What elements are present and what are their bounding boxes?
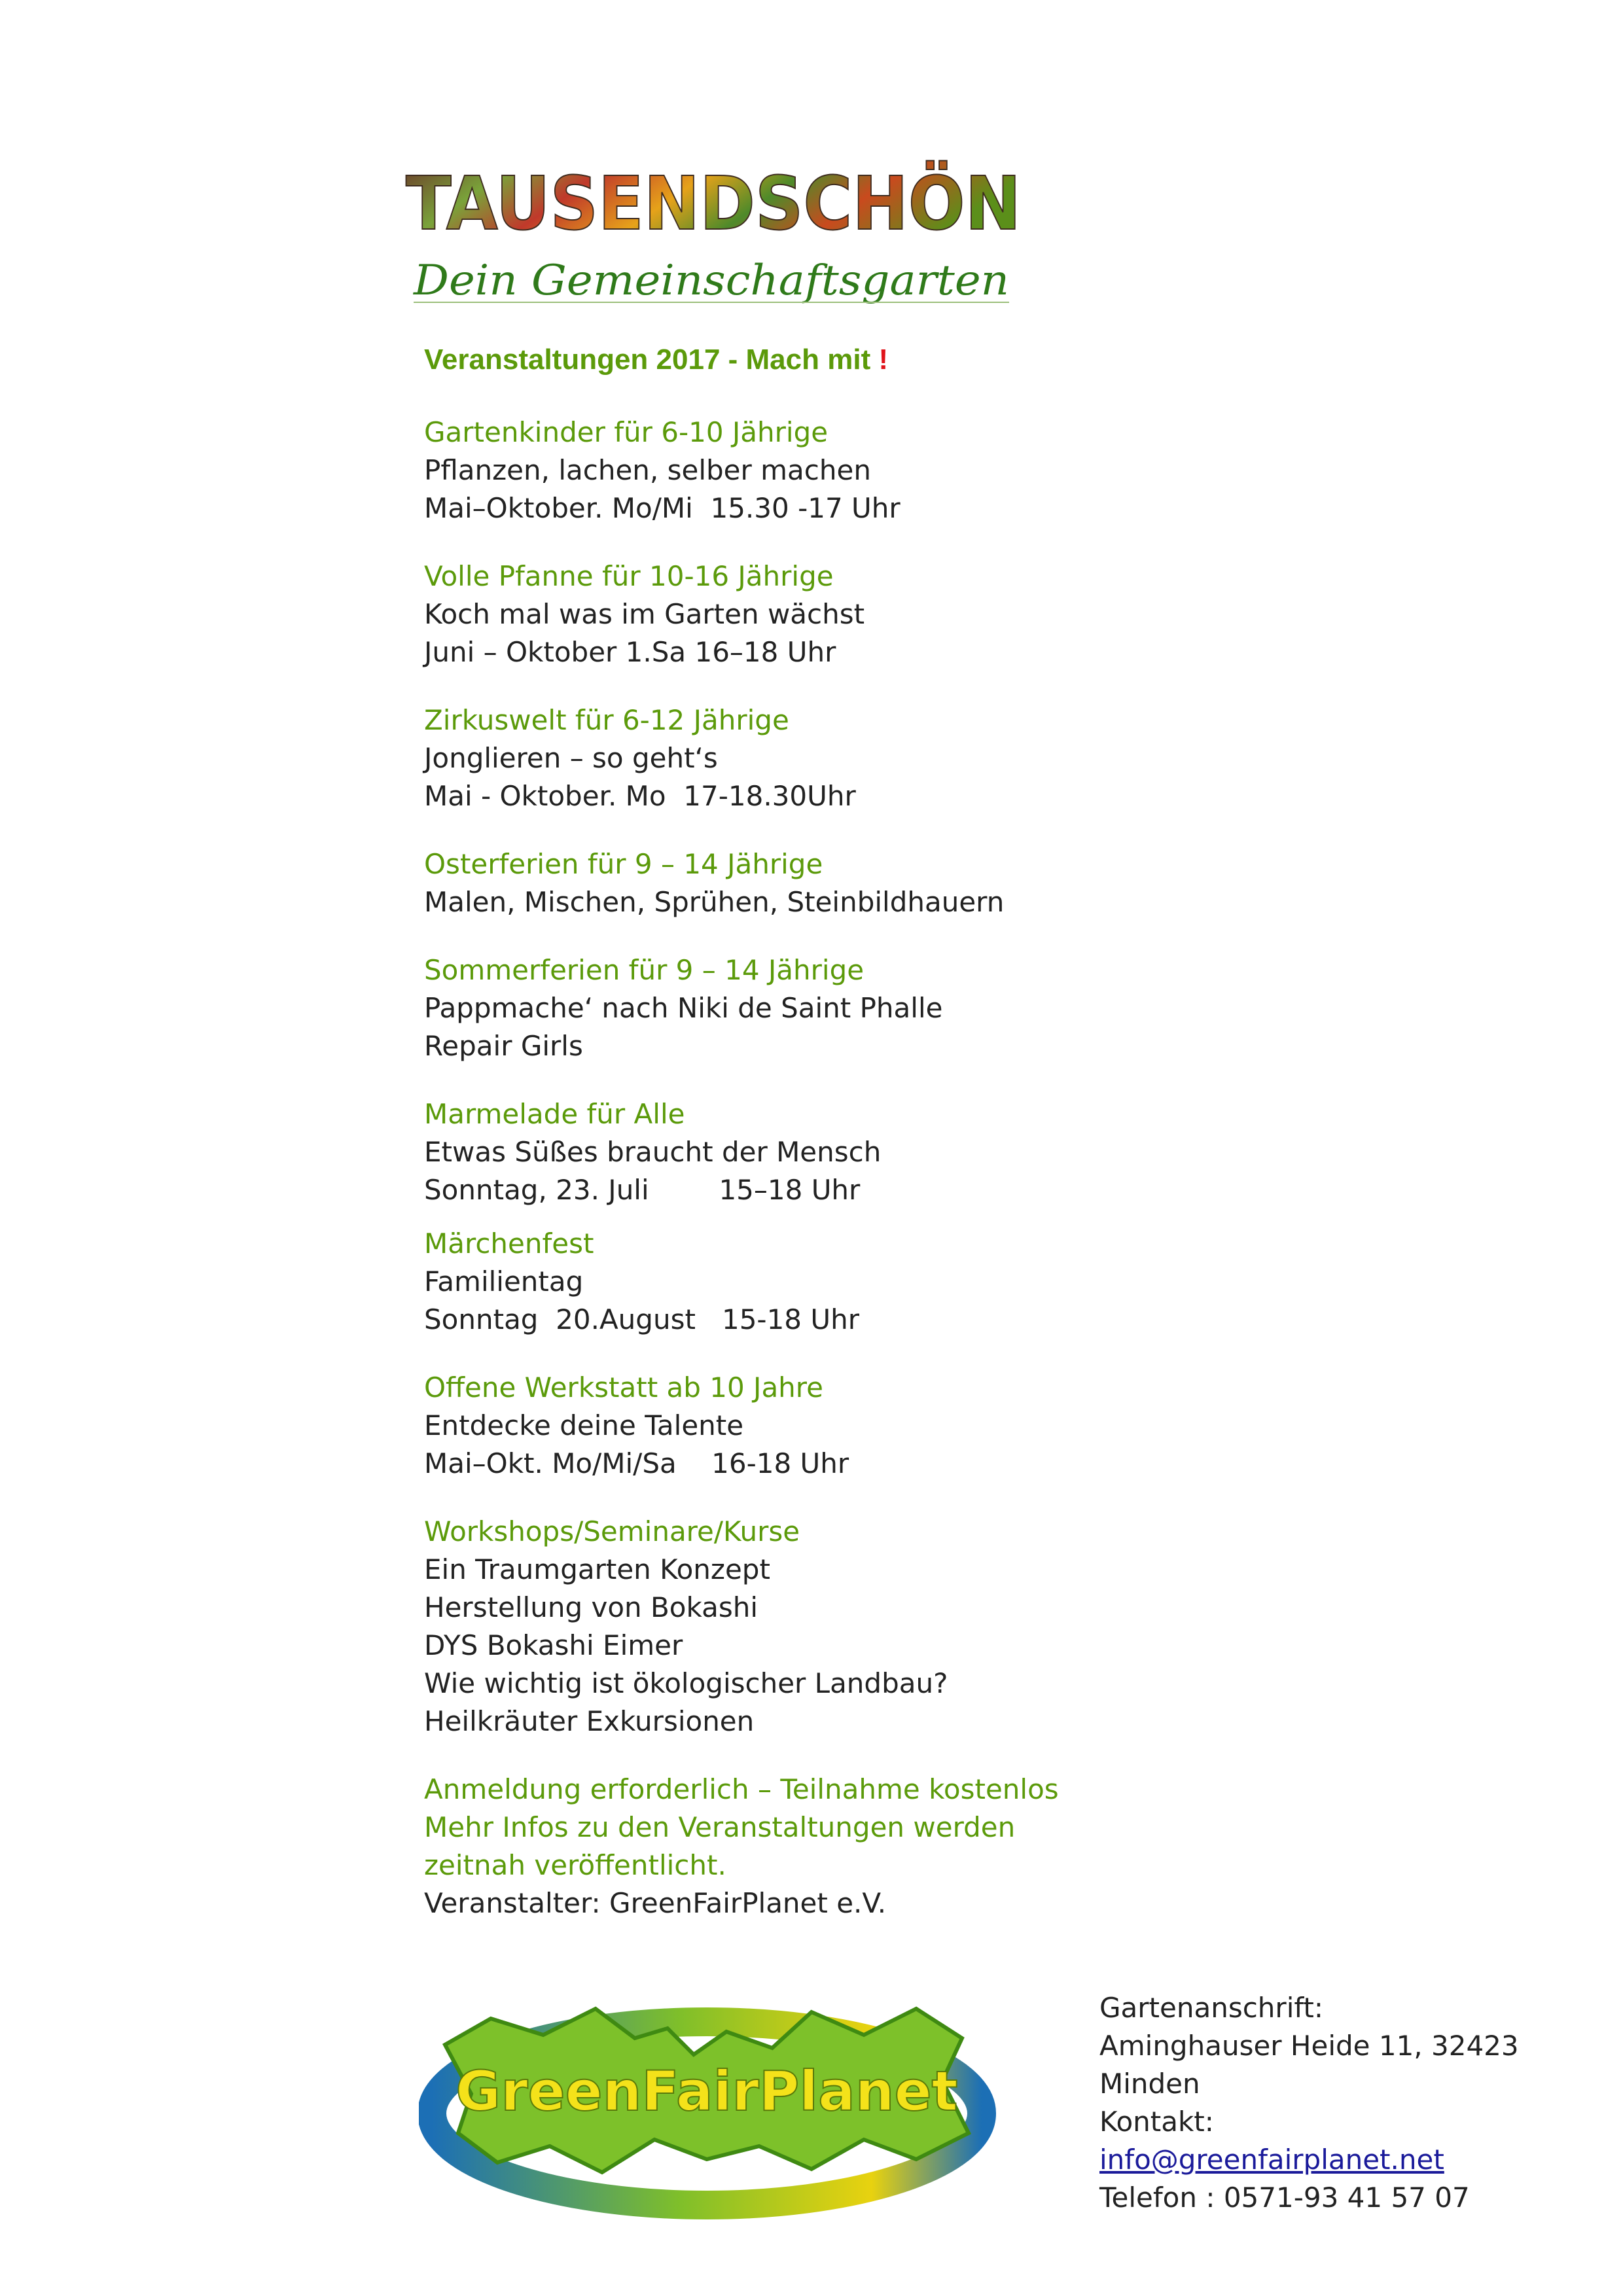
event-workshops <box>424 1513 1209 1740</box>
notice-block <box>424 1771 1209 1922</box>
event-line: Mai–Oktober. Mo/Mi 15.30 -17 Uhr <box>424 492 901 524</box>
event-line: Entdecke deine Talente <box>424 1409 744 1441</box>
event-line: Mai–Okt. Mo/Mi/Sa 16-18 Uhr <box>424 1447 849 1479</box>
event-line: Etwas Süßes braucht der Mensch <box>424 1136 882 1168</box>
event-line: Ein Traumgarten Konzept <box>424 1553 770 1585</box>
exclamation-mark: ! <box>878 344 889 376</box>
tausendschoen-logo <box>401 150 1029 314</box>
logo-tagline: Dein Gemeinschaftsgarten <box>412 256 1009 305</box>
event-line: Juni – Oktober 1.Sa 16–18 Uhr <box>424 636 836 668</box>
event-line: Sonntag 20.August 15-18 Uhr <box>424 1303 860 1335</box>
phone-number: Telefon : 0571-93 41 57 07 <box>1099 2181 1470 2214</box>
event-line: Koch mal was im Garten wächst <box>424 598 865 630</box>
organizer-line: Veranstalter: GreenFairPlanet e.V. <box>424 1887 887 1919</box>
garden-city: Minden <box>1099 2068 1200 2100</box>
event-title: Workshops/Seminare/Kurse <box>424 1515 800 1547</box>
event-line: Wie wichtig ist ökologischer Landbau? <box>424 1667 948 1699</box>
event-line: Herstellung von Bokashi <box>424 1591 758 1623</box>
event-line: Familientag <box>424 1265 584 1298</box>
garden-address-label: Gartenanschrift: <box>1099 1992 1324 2024</box>
garden-street: Aminghauser Heide 11, 32423 <box>1099 2030 1519 2062</box>
event-title: Osterferien für 9 – 14 Jährige <box>424 848 823 880</box>
event-line: Repair Girls <box>424 1030 583 1062</box>
event-line: Jonglieren – so geht‘s <box>424 742 718 774</box>
event-title: Sommerferien für 9 – 14 Jährige <box>424 954 865 986</box>
event-title: Volle Pfanne für 10-16 Jährige <box>424 560 834 592</box>
event-line: Pflanzen, lachen, selber machen <box>424 454 871 486</box>
event-line: Pappmache‘ nach Niki de Saint Phalle <box>424 992 943 1024</box>
event-osterferien <box>424 845 1209 921</box>
event-maerchenfest <box>424 1225 1209 1339</box>
event-title: Märchenfest <box>424 1227 594 1260</box>
logo-word: TAUSENDSCHÖN <box>406 162 1029 247</box>
event-title: Zirkuswelt für 6-12 Jährige <box>424 704 789 736</box>
greenfairplanet-logo <box>419 1983 1008 2231</box>
event-line: DYS Bokashi Eimer <box>424 1629 683 1661</box>
event-line: Malen, Mischen, Sprühen, Steinbildhauern <box>424 886 1005 918</box>
event-zirkuswelt <box>424 701 1209 815</box>
event-title: Offene Werkstatt ab 10 Jahre <box>424 1371 823 1404</box>
notice-line: zeitnah veröffentlicht. <box>424 1849 726 1881</box>
footer-logo-text: GreenFairPlanet <box>455 2059 958 2123</box>
event-offene-werkstatt <box>424 1369 1209 1483</box>
event-gartenkinder <box>424 414 1209 527</box>
event-title: Marmelade für Alle <box>424 1098 685 1130</box>
event-line: Mai - Oktober. Mo 17-18.30Uhr <box>424 780 856 812</box>
email-link[interactable]: info@greenfairplanet.net <box>1099 2144 1444 2176</box>
notice-line: Anmeldung erforderlich – Teilnahme kostenlos <box>424 1773 1059 1805</box>
event-marmelade <box>424 1095 1209 1209</box>
notice-line: Mehr Infos zu den Veranstaltungen werden <box>424 1811 1016 1843</box>
event-title: Gartenkinder für 6-10 Jährige <box>424 416 829 448</box>
event-line: Heilkräuter Exkursionen <box>424 1705 755 1737</box>
event-list <box>424 340 1209 1922</box>
event-line: Sonntag, 23. Juli 15–18 Uhr <box>424 1174 861 1206</box>
event-volle-pfanne <box>424 557 1209 671</box>
event-sommerferien <box>424 951 1209 1065</box>
contact-label: Kontakt: <box>1099 2106 1214 2138</box>
page-heading: Veranstaltungen 2017 - Mach mit ! <box>424 344 889 376</box>
contact-block <box>1099 1989 1610 2217</box>
